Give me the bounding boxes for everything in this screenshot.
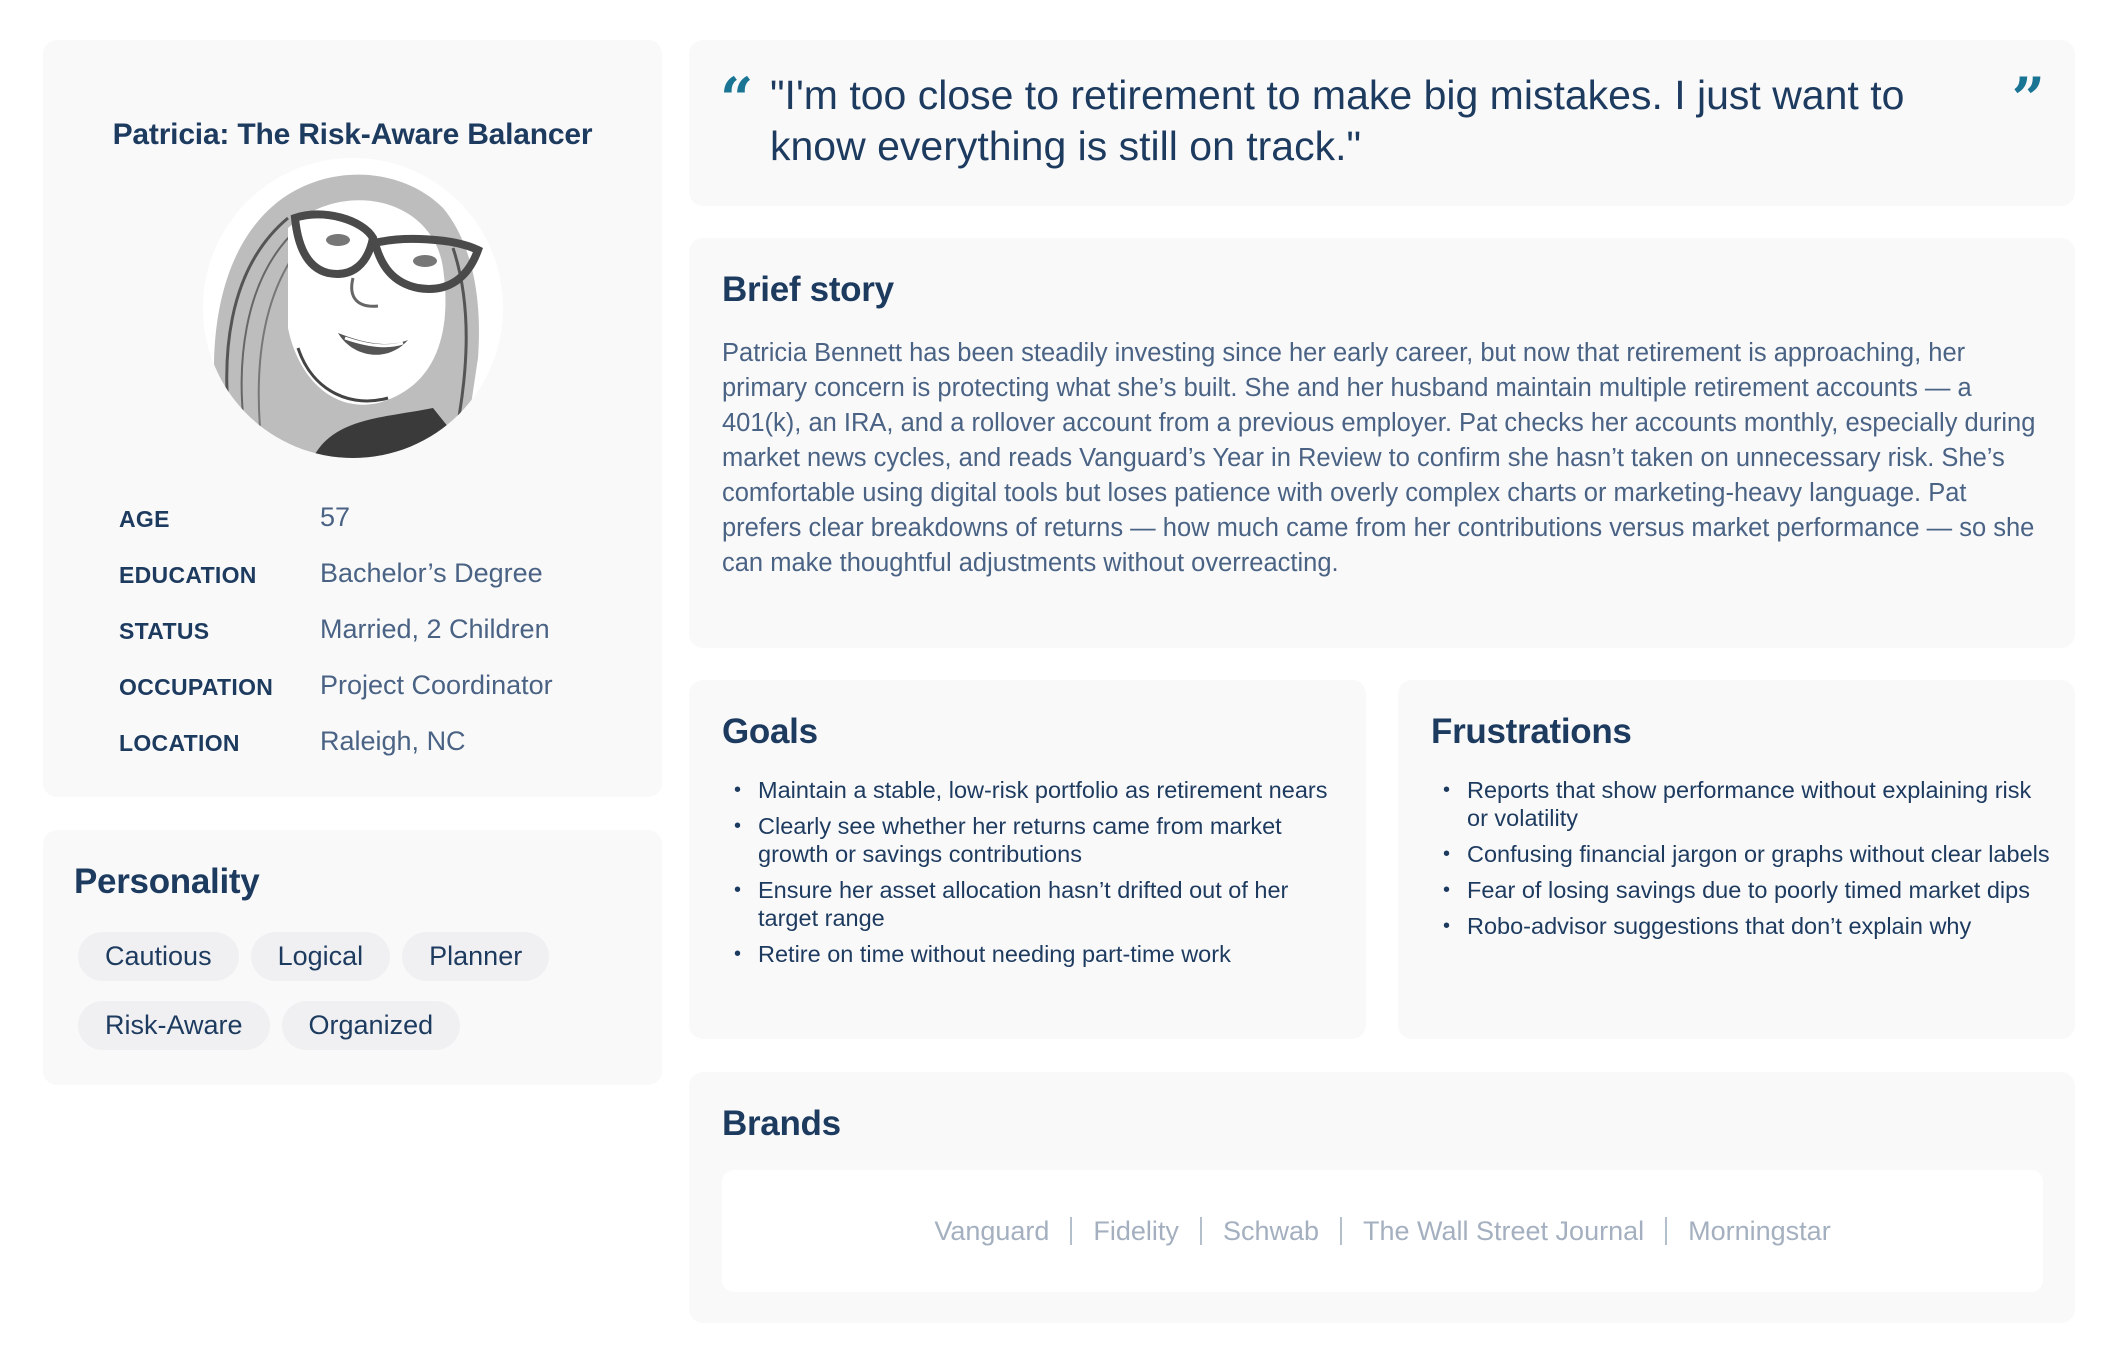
open-quote-icon: “ [720, 65, 754, 133]
list-item [722, 812, 1342, 868]
brand-name: Vanguard [934, 1215, 1050, 1246]
goals-list [722, 776, 1342, 976]
trait-chip: Logical [251, 932, 391, 981]
detail-value: 57 [320, 502, 351, 532]
bullet-icon: • [734, 815, 742, 837]
brand-name: Fidelity [1093, 1215, 1179, 1246]
trait-chip: Planner [402, 932, 549, 981]
section-heading-brands: Brands [722, 1104, 841, 1143]
brand-name: Schwab [1222, 1215, 1319, 1246]
list-item-text: Ensure her asset allocation hasn’t drifted out of her target range [758, 877, 1289, 931]
detail-label: STATUS [119, 618, 210, 644]
list-item-text: Robo-advisor suggestions that don’t explain why [1467, 913, 1972, 939]
brand-divider [1200, 1217, 1202, 1245]
avatar [203, 158, 503, 458]
brand-divider [1070, 1217, 1072, 1245]
frustrations-list [1431, 776, 2051, 948]
detail-label: EDUCATION [119, 562, 257, 588]
list-item [1431, 776, 2051, 832]
portrait-sketch-icon [203, 158, 503, 458]
trait-chips [78, 932, 638, 1050]
list-item-text: Clearly see whether her returns came from market growth or savings contributions [758, 813, 1282, 867]
section-heading-personality: Personality [74, 862, 260, 901]
section-heading-frustrations: Frustrations [1431, 712, 1632, 751]
frustrations-card [1398, 680, 2075, 1039]
brand-divider [1340, 1217, 1342, 1245]
detail-label: AGE [119, 506, 170, 532]
close-quote-icon: ” [2011, 65, 2045, 133]
list-item [722, 876, 1342, 932]
brand-divider [1665, 1217, 1667, 1245]
detail-row-status [119, 614, 639, 670]
list-item-text: Retire on time without needing part-time work [758, 941, 1231, 967]
trait-chip: Cautious [78, 932, 239, 981]
persona-details [119, 502, 639, 782]
list-item-text: Reports that show performance without explaining risk or volatility [1467, 777, 2032, 831]
brands-card [689, 1072, 2075, 1323]
bullet-icon: • [734, 779, 742, 801]
section-heading-goals: Goals [722, 712, 818, 751]
list-item-text: Confusing financial jargon or graphs without clear labels [1467, 841, 2050, 867]
bullet-icon: • [734, 943, 742, 965]
persona-title: Patricia: The Risk-Aware Balancer [112, 118, 593, 151]
list-item [1431, 840, 2051, 868]
bullet-icon: • [734, 879, 742, 901]
detail-row-occupation [119, 670, 639, 726]
detail-row-age [119, 502, 639, 558]
trait-chip: Organized [282, 1001, 461, 1050]
list-item-text: Maintain a stable, low-risk portfolio as retirement nears [758, 777, 1328, 803]
detail-row-education [119, 558, 639, 614]
detail-value: Bachelor’s Degree [320, 558, 543, 588]
list-item [1431, 912, 2051, 940]
detail-row-location [119, 726, 639, 782]
section-heading-brief-story: Brief story [722, 270, 894, 309]
detail-label: OCCUPATION [119, 674, 274, 700]
bullet-icon: • [1443, 879, 1451, 901]
brands-list [722, 1170, 2043, 1292]
list-item-text: Fear of losing savings due to poorly timed market dips [1467, 877, 2030, 903]
trait-chip: Risk-Aware [78, 1001, 270, 1050]
brand-name: The Wall Street Journal [1363, 1215, 1645, 1246]
bullet-icon: • [1443, 843, 1451, 865]
list-item [722, 776, 1342, 804]
quote-card [689, 40, 2075, 206]
goals-card [689, 680, 1366, 1039]
brief-story-card [689, 238, 2075, 648]
detail-value: Married, 2 Children [320, 614, 550, 644]
story-paragraph: Patricia Bennett has been steadily investing since her early career, but now that retirement is approaching, her primary concern is protecting what she’s built. She and her husband maintain multiple retirement accounts — a 401(k), an IRA, and a rollover account from a previous employer. Pat checks her accounts monthly, especially during market news cycles, and reads Vanguard’s Year in Review to confirm she hasn’t taken on unnecessary risk. She’s comfortable using digital tools but loses patience with overly complex charts or marketing-heavy language. Pat prefers clear breakdowns of returns — how much came from her contributions versus market performance — so she can make thoughtful adjustments without overreacting. [722, 339, 2036, 577]
profile-card [43, 40, 662, 797]
personality-card [43, 830, 662, 1085]
list-item [722, 940, 1342, 968]
persona-quote: "I'm too close to retirement to make big mistakes. I just want to know everything is still on track." [770, 72, 1905, 169]
detail-value: Project Coordinator [320, 670, 553, 700]
detail-value: Raleigh, NC [320, 726, 466, 756]
bullet-icon: • [1443, 779, 1451, 801]
bullet-icon: • [1443, 915, 1451, 937]
detail-label: LOCATION [119, 730, 240, 756]
brand-name: Morningstar [1688, 1215, 1831, 1246]
list-item [1431, 876, 2051, 904]
